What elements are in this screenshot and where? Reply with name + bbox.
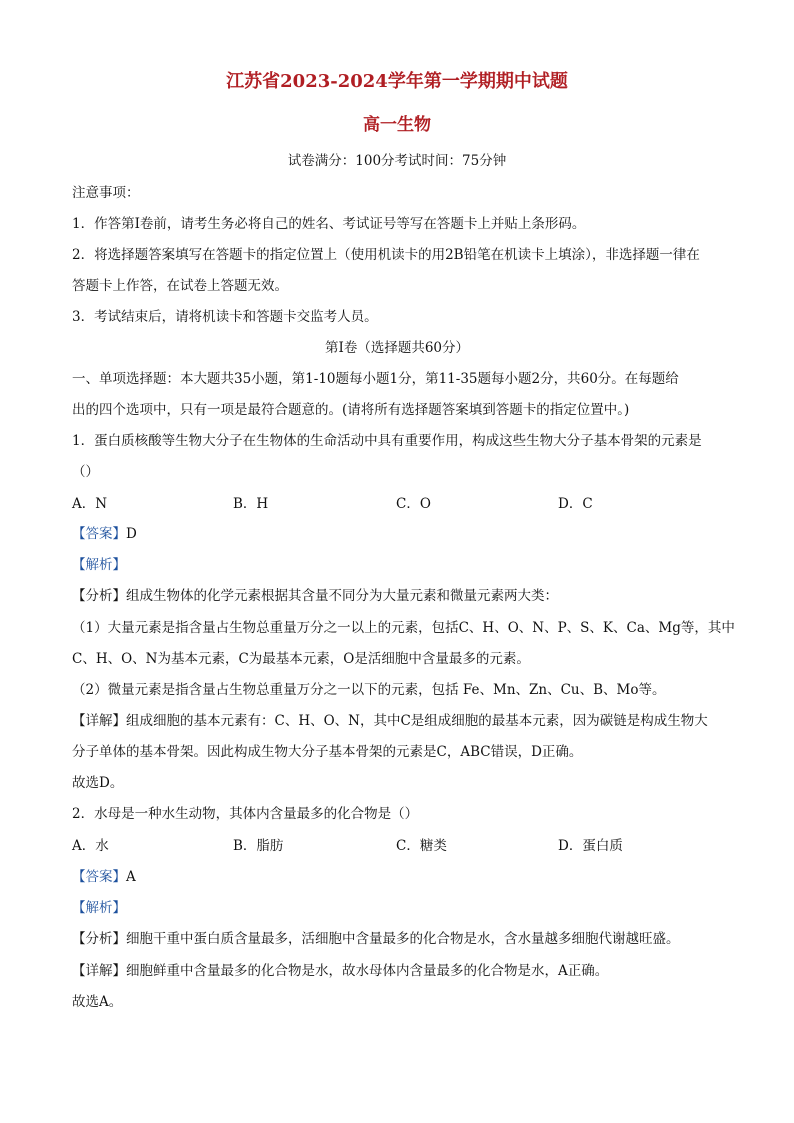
exam-subtitle: 高一生物 [363,115,431,135]
exam-title: 江苏省2023-2024学年第一学期期中试题 [226,71,568,92]
q2-fenxi [72,929,680,949]
q1-xiangjie [72,711,708,731]
notice-item-3: 3．考试结束后，请将机读卡和答题卡交监考人员。 [72,309,378,325]
section-intro: 一、单项选择题：本大题共35小题，第1-10题每小题1分，第11-35题每小题2分，共60分。在每题给 [72,371,679,387]
q2-analysis-tag: 【解析】 [72,900,126,916]
q2-stem: 2．水母是一种水生动物，其体内含量最多的化合物是（） [72,806,419,822]
answer-tag: 【答案】 [72,526,126,542]
q1-option-d: D．C [558,496,593,512]
notice-item-1: 1．作答第Ⅰ卷前，请考生务必将自己的姓名、考试证号等写在答题卡上并贴上条形码。 [72,216,586,232]
q1-xiangjie-cont: 分子单体的基本骨架。因此构成生物大分子基本骨架的元素是C，ABC错误，D正确。 [72,744,583,760]
section-heading: 第Ⅰ卷（选择题共60分） [324,340,469,356]
q1-stem-cont: （） [72,464,99,480]
q1-answer [72,524,137,544]
xiangjie-tag: 【详解】 [72,963,126,979]
q1-option-b: B．H [233,496,269,512]
answer-value: D [126,526,137,542]
q2-option-c: C．糖类 [396,838,447,854]
q1-para-1: （1）大量元素是指含量占生物总重量万分之一以上的元素，包括C、H、O、N、P、S、K、Ca、Mg等，其中 [72,620,735,636]
q1-option-a: A．N [72,496,108,512]
notice-item-2: 2．将选择题答案填写在答题卡的指定位置上（使用机读卡的用2B铅笔在机读卡上填涂），非选择题一律在 [72,247,700,263]
q1-conclusion: 故选D。 [72,775,124,791]
xiangjie-text: 细胞鲜重中含量最多的化合物是水，故水母体内含量最多的化合物是水，A正确。 [126,963,609,979]
fenxi-text: 细胞干重中蛋白质含量最多，活细胞中含量最多的化合物是水，含水量越多细胞代谢越旺盛。 [126,931,680,947]
xiangjie-tag: 【详解】 [72,713,126,729]
q1-option-c: C．O [396,496,431,512]
exam-meta: 试卷满分：100分考试时间：75分钟 [287,153,507,169]
q2-xiangjie [72,961,608,981]
q1-para-1-cont: C、H、O、N为基本元素，C为最基本元素，O是活细胞中含量最多的元素。 [72,651,530,667]
fenxi-tag: 【分析】 [72,588,126,604]
q1-fenxi [72,586,558,606]
notice-heading: 注意事项： [72,185,140,201]
q2-conclusion: 故选A。 [72,994,123,1010]
fenxi-text: 组成生物体的化学元素根据其含量不同分为大量元素和微量元素两大类： [126,588,558,604]
q2-option-b: B．脂肪 [233,838,284,854]
q1-analysis-tag: 【解析】 [72,557,126,573]
answer-tag: 【答案】 [72,869,126,885]
answer-value: A [126,869,136,885]
q1-stem: 1．蛋白质核酸等生物大分子在生物体的生命活动中具有重要作用，构成这些生物大分子基本骨架的元素是 [72,433,702,449]
section-intro-cont: 出的四个选项中，只有一项是最符合题意的。(请将所有选择题答案填到答题卡的指定位置中。) [72,402,630,418]
q1-para-2: （2）微量元素是指含量占生物总重量万分之一以下的元素，包括 Fe、Mn、Zn、Cu、B、Mo等。 [72,682,666,698]
q2-option-d: D．蛋白质 [558,838,623,854]
notice-item-2-cont: 答题卡上作答，在试卷上答题无效。 [72,278,288,294]
xiangjie-text: 组成细胞的基本元素有：C、H、O、N，其中C是组成细胞的最基本元素，因为碳链是构成生物大 [126,713,708,729]
fenxi-tag: 【分析】 [72,931,126,947]
q2-answer [72,867,136,887]
q2-option-a: A．水 [72,838,109,854]
